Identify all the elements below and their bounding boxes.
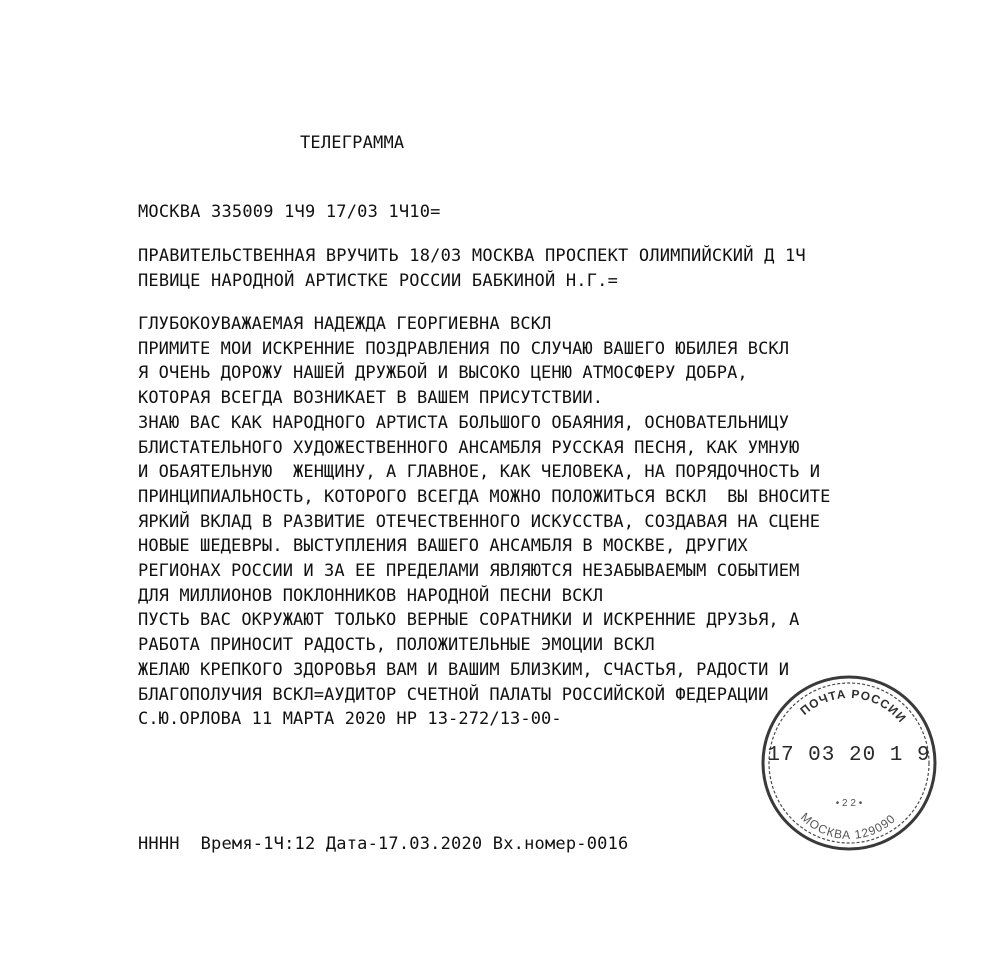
stamp-bottom-text: МОСКВА 129090	[798, 809, 899, 843]
address-line-2: ПЕВИЦЕ НАРОДНОЙ АРТИСТКЕ РОССИИ БАБКИНОЙ Н.Г.=	[138, 271, 619, 291]
body-line: БЛИСТАТЕЛЬНОГО ХУДОЖЕСТВЕННОГО АНСАМБЛЯ РУССКАЯ ПЕСНЯ, КАК УМНУЮ	[138, 437, 800, 458]
body-line: ПРИНЦИПИАЛЬНОСТЬ, КОТОРОГО ВСЕГДА МОЖНО ПОЛОЖИТЬСЯ ВСКЛ ВЫ ВНОСИТЕ	[138, 486, 831, 507]
body-line: РАБОТА ПРИНОСИТ РАДОСТЬ, ПОЛОЖИТЕЛЬНЫЕ ЭМОЦИИ ВСКЛ	[138, 635, 655, 656]
body-line: ЗНАЮ ВАС КАК НАРОДНОГО АРТИСТА БОЛЬШОГО ОБАЯНИЯ, ОСНОВАТЕЛЬНИЦУ	[138, 412, 790, 433]
body-line: КОТОРАЯ ВСЕГДА ВОЗНИКАЕТ В ВАШЕМ ПРИСУТСТВИИ.	[138, 388, 604, 409]
body-line: Я ОЧЕНЬ ДОРОЖУ НАШЕЙ ДРУЖБОЙ И ВЫСОКО ЦЕНЮ АТМОСФЕРУ ДОБРА,	[138, 363, 748, 384]
stamp-index: • 2 2 •	[835, 798, 863, 809]
body-line: НОВЫЕ ШЕДЕВРЫ. ВЫСТУПЛЕНИЯ ВАШЕГО АНСАМБЛЯ В МОСКВЕ, ДРУГИХ	[138, 536, 748, 557]
telegram-header-line: МОСКВА 335009 1Ч9 17/03 1Ч10=	[138, 202, 441, 222]
body-line: ЯРКИЙ ВКЛАД В РАЗВИТИЕ ОТЕЧЕСТВЕННОГО ИСКУССТВА, СОЗДАВАЯ НА СЦЕНЕ	[138, 511, 821, 532]
stamp-top-text: ПОЧТА РОССИИ	[797, 686, 910, 726]
body-line: ДЛЯ МИЛЛИОНОВ ПОКЛОННИКОВ НАРОДНОЙ ПЕСНИ ВСКЛ	[138, 585, 604, 606]
body-line: С.Ю.ОРЛОВА 11 МАРТА 2020 НР 13-272/13-00-	[138, 709, 562, 730]
body-line: БЛАГОПОЛУЧИЯ ВСКЛ=АУДИТОР СЧЕТНОЙ ПАЛАТЫ РОССИЙСКОЙ ФЕДЕРАЦИИ	[138, 684, 769, 705]
body-line: ЖЕЛАЮ КРЕПКОГО ЗДОРОВЬЯ ВАМ И ВАШИМ БЛИЗКИМ, СЧАСТЬЯ, РАДОСТИ И	[138, 659, 790, 680]
telegram-footer-line: НННН Время-1Ч:12 Дата-17.03.2020 Вх.номер-0016	[138, 834, 629, 854]
telegram-title: ТЕЛЕГРАММА	[300, 133, 405, 153]
telegram-body	[138, 312, 830, 732]
postal-stamp	[758, 672, 940, 854]
address-line-1: ПРАВИТЕЛЬСТВЕННАЯ ВРУЧИТЬ 18/03 МОСКВА ПРОСПЕКТ ОЛИМПИЙСКИЙ Д 1Ч	[138, 246, 806, 266]
body-line: ГЛУБОКОУВАЖАЕМАЯ НАДЕЖДА ГЕОРГИЕВНА ВСКЛ	[138, 314, 552, 334]
body-line: РЕГИОНАХ РОССИИ И ЗА ЕЕ ПРЕДЕЛАМИ ЯВЛЯЮТСЯ НЕЗАБЫВАЕМЫМ СОБЫТИЕМ	[138, 561, 800, 582]
stamp-date: 17 03 20 1 9	[767, 744, 931, 767]
body-line: ПУСТЬ ВАС ОКРУЖАЮТ ТОЛЬКО ВЕРНЫЕ СОРАТНИКИ И ИСКРЕННИЕ ДРУЗЬЯ, А	[138, 610, 800, 631]
body-line: И ОБАЯТЕЛЬНУЮ ЖЕНЩИНУ, А ГЛАВНОЕ, КАК ЧЕЛОВЕКА, НА ПОРЯДОЧНОСТЬ И	[138, 462, 821, 483]
body-line: ПРИМИТЕ МОИ ИСКРЕННИЕ ПОЗДРАВЛЕНИЯ ПО СЛУЧАЮ ВАШЕГО ЮБИЛЕЯ ВСКЛ	[138, 338, 790, 359]
